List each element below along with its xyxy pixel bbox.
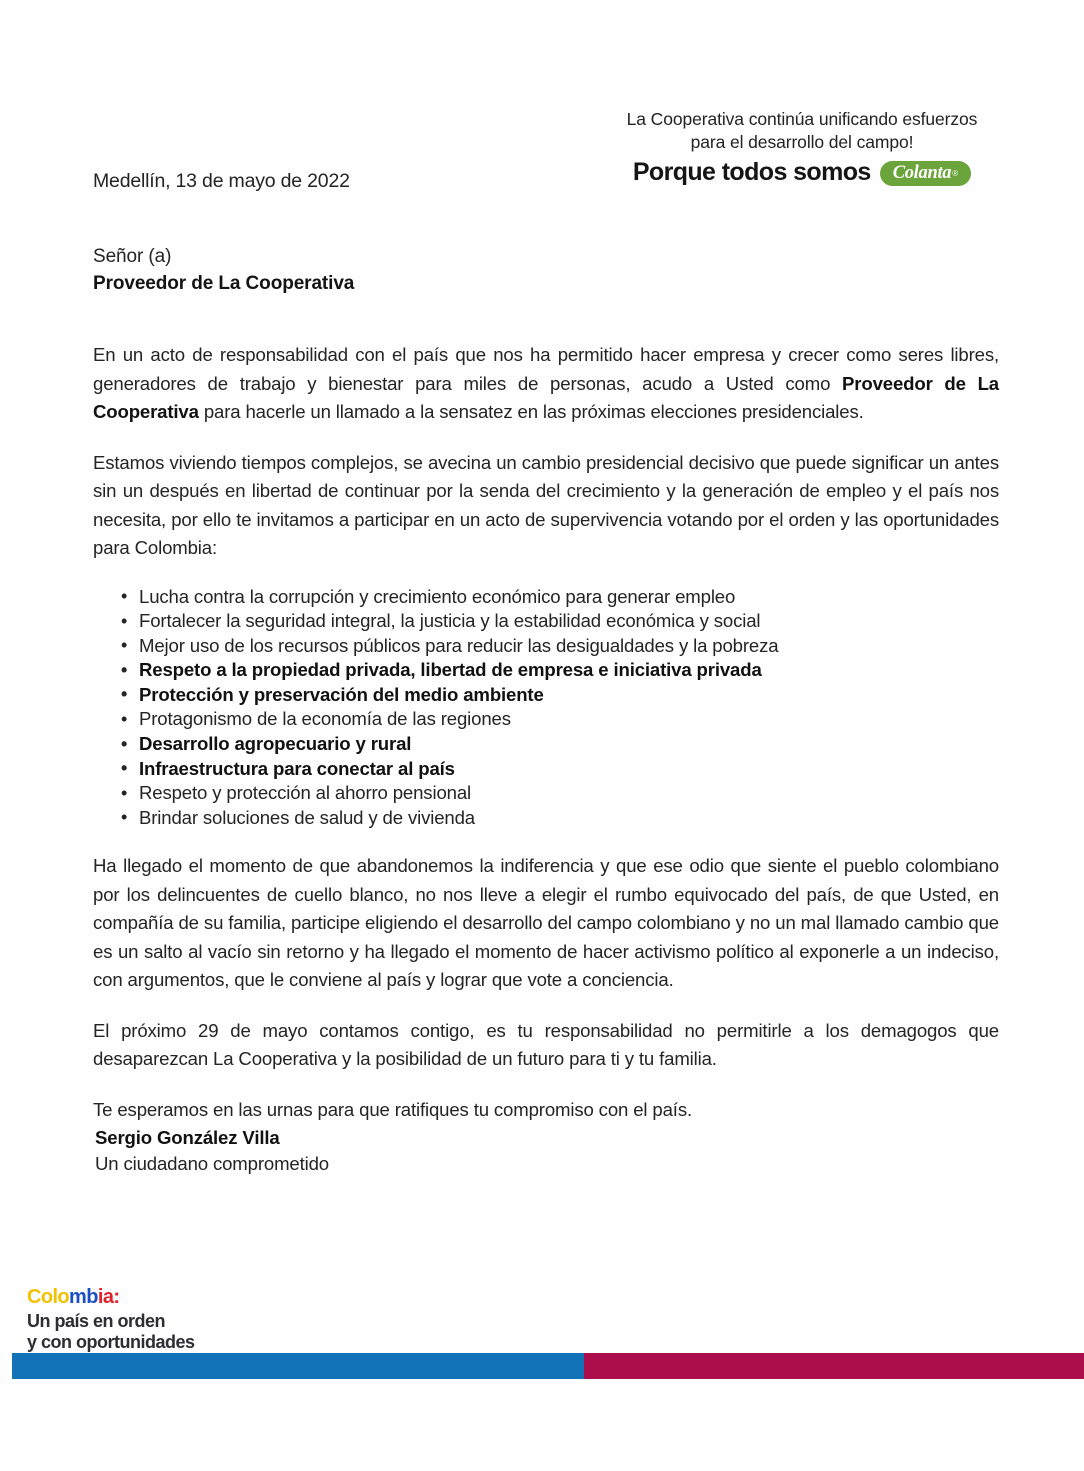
addressee-block <box>93 243 354 297</box>
footer-wordmark <box>27 1286 195 1308</box>
colanta-logo <box>880 161 971 187</box>
letterhead-line-2: para el desarrollo del campo! <box>690 132 914 152</box>
signature-role: Un ciudadano comprometido <box>95 1153 329 1174</box>
list-item: • Desarrollo agropecuario y rural <box>121 732 999 757</box>
footer-brand <box>27 1286 195 1353</box>
list-item: • Mejor uso de los recursos públicos para reducir las desigualdades y la pobreza <box>121 634 999 659</box>
paragraph-3: Ha llegado el momento de que abandonemos la indiferencia y que ese odio que siente el pueblo colombiano por los delincuentes de cuello blanco, no nos lleve a elegir el rumbo equivocado del país, de que Usted, en compañía de su familia, participe eligiendo el desarrollo del campo colombiano y no un mal llamado cambio que es un salto al vacío sin retorno y ha llegado el momento de hacer activismo político al exponerle a un indeciso, con argumentos, que le conviene al país y lograr que vote a conciencia. <box>93 855 999 991</box>
addressee-name: Proveedor de La Cooperativa <box>93 273 355 294</box>
footer-wordmark-blue: mb <box>69 1286 98 1308</box>
paragraph-1-text-b: para hacerle un llamado a la sensatez en las próximas elecciones presidenciales. <box>198 401 864 422</box>
footer-wordmark-yellow: Colo <box>27 1286 70 1308</box>
list-item: • Infraestructura para conectar al país <box>121 757 999 782</box>
list-item: • Brindar soluciones de salud y de vivienda <box>121 806 999 831</box>
letterhead-line-1: La Cooperativa continúa unificando esfuerzos <box>626 109 978 129</box>
registered-trademark-icon: ® <box>952 168 959 178</box>
footer-color-bar <box>12 1353 1084 1379</box>
salutation: Señor (a) <box>93 246 172 267</box>
list-item: • Respeto y protección al ahorro pensional <box>121 781 999 806</box>
proposal-list <box>93 585 999 831</box>
signature-name: Sergio González Villa <box>95 1127 280 1148</box>
letter-date: Medellín, 13 de mayo de 2022 <box>93 170 350 192</box>
footer-bar-blue-segment <box>12 1353 584 1379</box>
list-item: • Respeto a la propiedad privada, libertad de empresa e iniciativa privada <box>121 658 999 683</box>
list-item: • Lucha contra la corrupción y crecimiento económico para generar empleo <box>121 585 999 610</box>
letterhead <box>596 108 1008 187</box>
footer-bar-magenta-segment <box>584 1353 1084 1379</box>
footer-wordmark-red: ia: <box>97 1286 120 1308</box>
paragraph-2: Estamos viviendo tiempos complejos, se avecina un cambio presidencial decisivo que puede significar un antes sin un después en libertad de continuar por la senda del crecimiento y la generación de empleo y el país nos necesita, por ello te invitamos a participar en un acto de supervivencia votando por el orden y las oportunidades para Colombia: <box>93 451 999 558</box>
paragraph-1-text-a: En un acto de responsabilidad con el país que nos ha permitido hacer empresa y crecer como seres libres, generadores de trabajo y bienestar para miles de personas, acudo a Usted como <box>93 344 999 394</box>
footer-tagline-line-2: y con oportunidades <box>27 1332 195 1352</box>
signature-block <box>95 1125 329 1177</box>
footer-tagline <box>27 1311 195 1353</box>
letterhead-tagline: Porque todos somos <box>632 158 871 186</box>
paragraph-5: Te esperamos en las urnas para que ratifiques tu compromiso con el país. <box>93 1098 692 1120</box>
paragraph-1 <box>93 341 999 427</box>
paragraph-4: El próximo 29 de mayo contamos contigo, es tu responsabilidad no permitirle a los demagogos que desaparezcan La Cooperativa y la posibilidad de un futuro para ti y tu familia. <box>93 1019 999 1070</box>
list-item: • Protección y preservación del medio ambiente <box>121 683 999 708</box>
letter-body <box>93 341 999 1146</box>
letterhead-brand-row <box>596 158 1008 187</box>
paragraph-1-emphasis: Proveedor de La Cooperativa <box>93 372 999 422</box>
colanta-logo-text: Colanta <box>892 162 952 183</box>
list-item: • Protagonismo de la economía de las regiones <box>121 707 999 732</box>
list-item: • Fortalecer la seguridad integral, la justicia y la estabilidad económica y social <box>121 609 999 634</box>
footer-tagline-line-1: Un país en orden <box>27 1311 166 1331</box>
